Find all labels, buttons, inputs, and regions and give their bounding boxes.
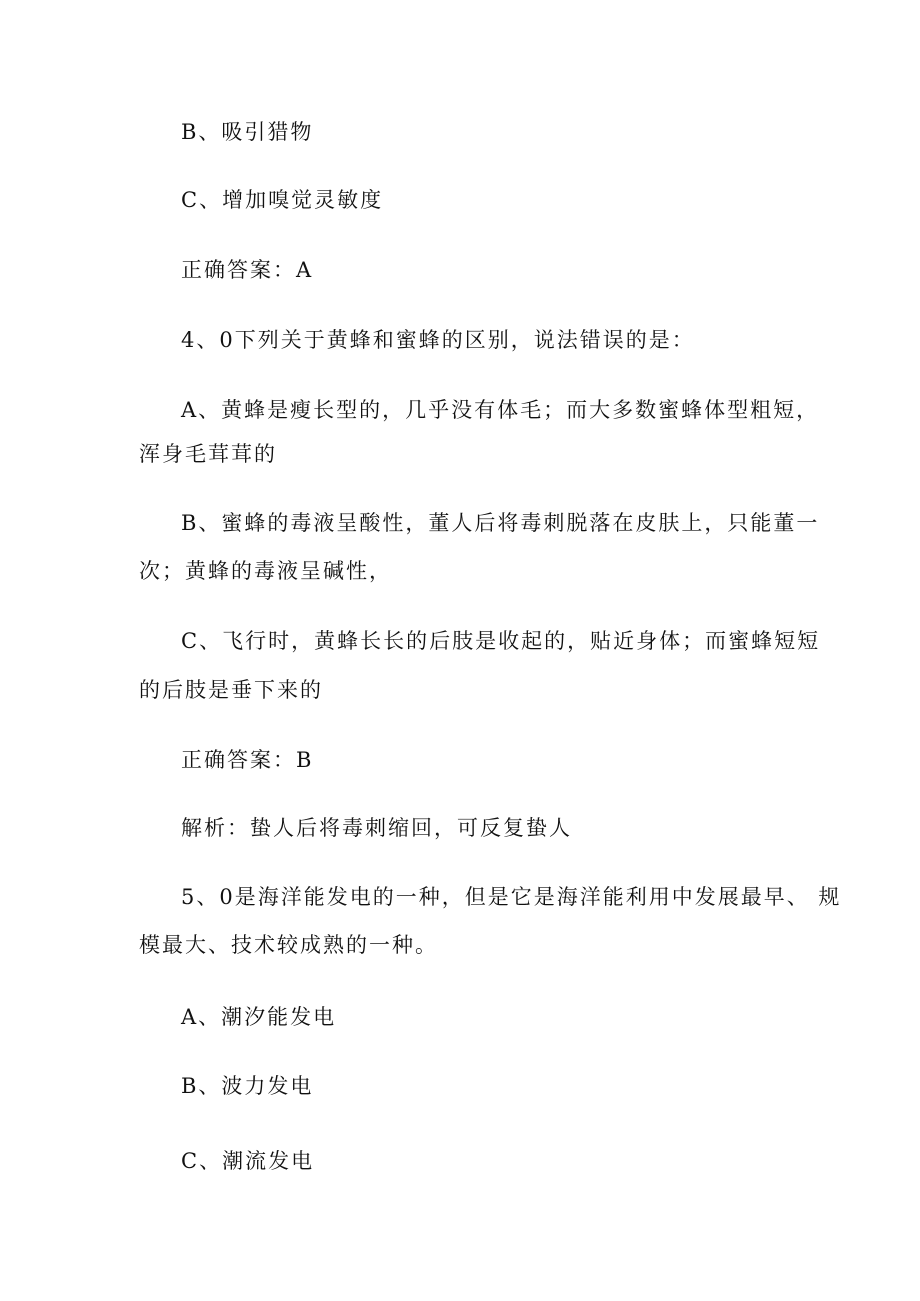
q4-analysis: 解析：蛰人后将毒刺缩回，可反复蛰人 <box>181 816 572 840</box>
q5-option-a: A、潮汐能发电 <box>181 1005 337 1029</box>
q4-option-a-line2: 浑身毛茸茸的 <box>139 442 277 466</box>
q3-option-b: B、吸引猎物 <box>181 120 314 144</box>
q4-option-b-line2: 次；黄蜂的毒液呈碱性， <box>139 559 392 583</box>
q4-option-c-line2: 的后肢是垂下来的 <box>139 678 323 702</box>
q5-option-c: C、潮流发电 <box>181 1149 315 1173</box>
q4-question: 4、0下列关于黄蜂和蜜蜂的区别，说法错误的是： <box>181 328 695 352</box>
q5-question-line1: 5、0是海洋能发电的一种，但是它是海洋能利用中发展最早、 规 <box>181 885 842 909</box>
q4-option-a-line1: A、黄蜂是瘦长型的，几乎没有体毛；而大多数蜜蜂体型粗短， <box>181 398 820 422</box>
q5-option-b: B、波力发电 <box>181 1074 314 1098</box>
q4-option-c-line1: C、飞行时，黄蜂长长的后肢是收起的，贴近身体；而蜜蜂短短 <box>181 629 821 653</box>
q3-option-c: C、增加嗅觉灵敏度 <box>181 188 384 212</box>
q4-answer: 正确答案：B <box>181 748 314 772</box>
q4-option-b-line1: B、蜜蜂的毒液呈酸性，董人后将毒刺脱落在皮肤上，只能董一 <box>181 511 820 535</box>
q5-question-line2: 模最大、技术较成熟的一种。 <box>139 933 438 957</box>
q3-answer: 正确答案：A <box>181 258 314 282</box>
